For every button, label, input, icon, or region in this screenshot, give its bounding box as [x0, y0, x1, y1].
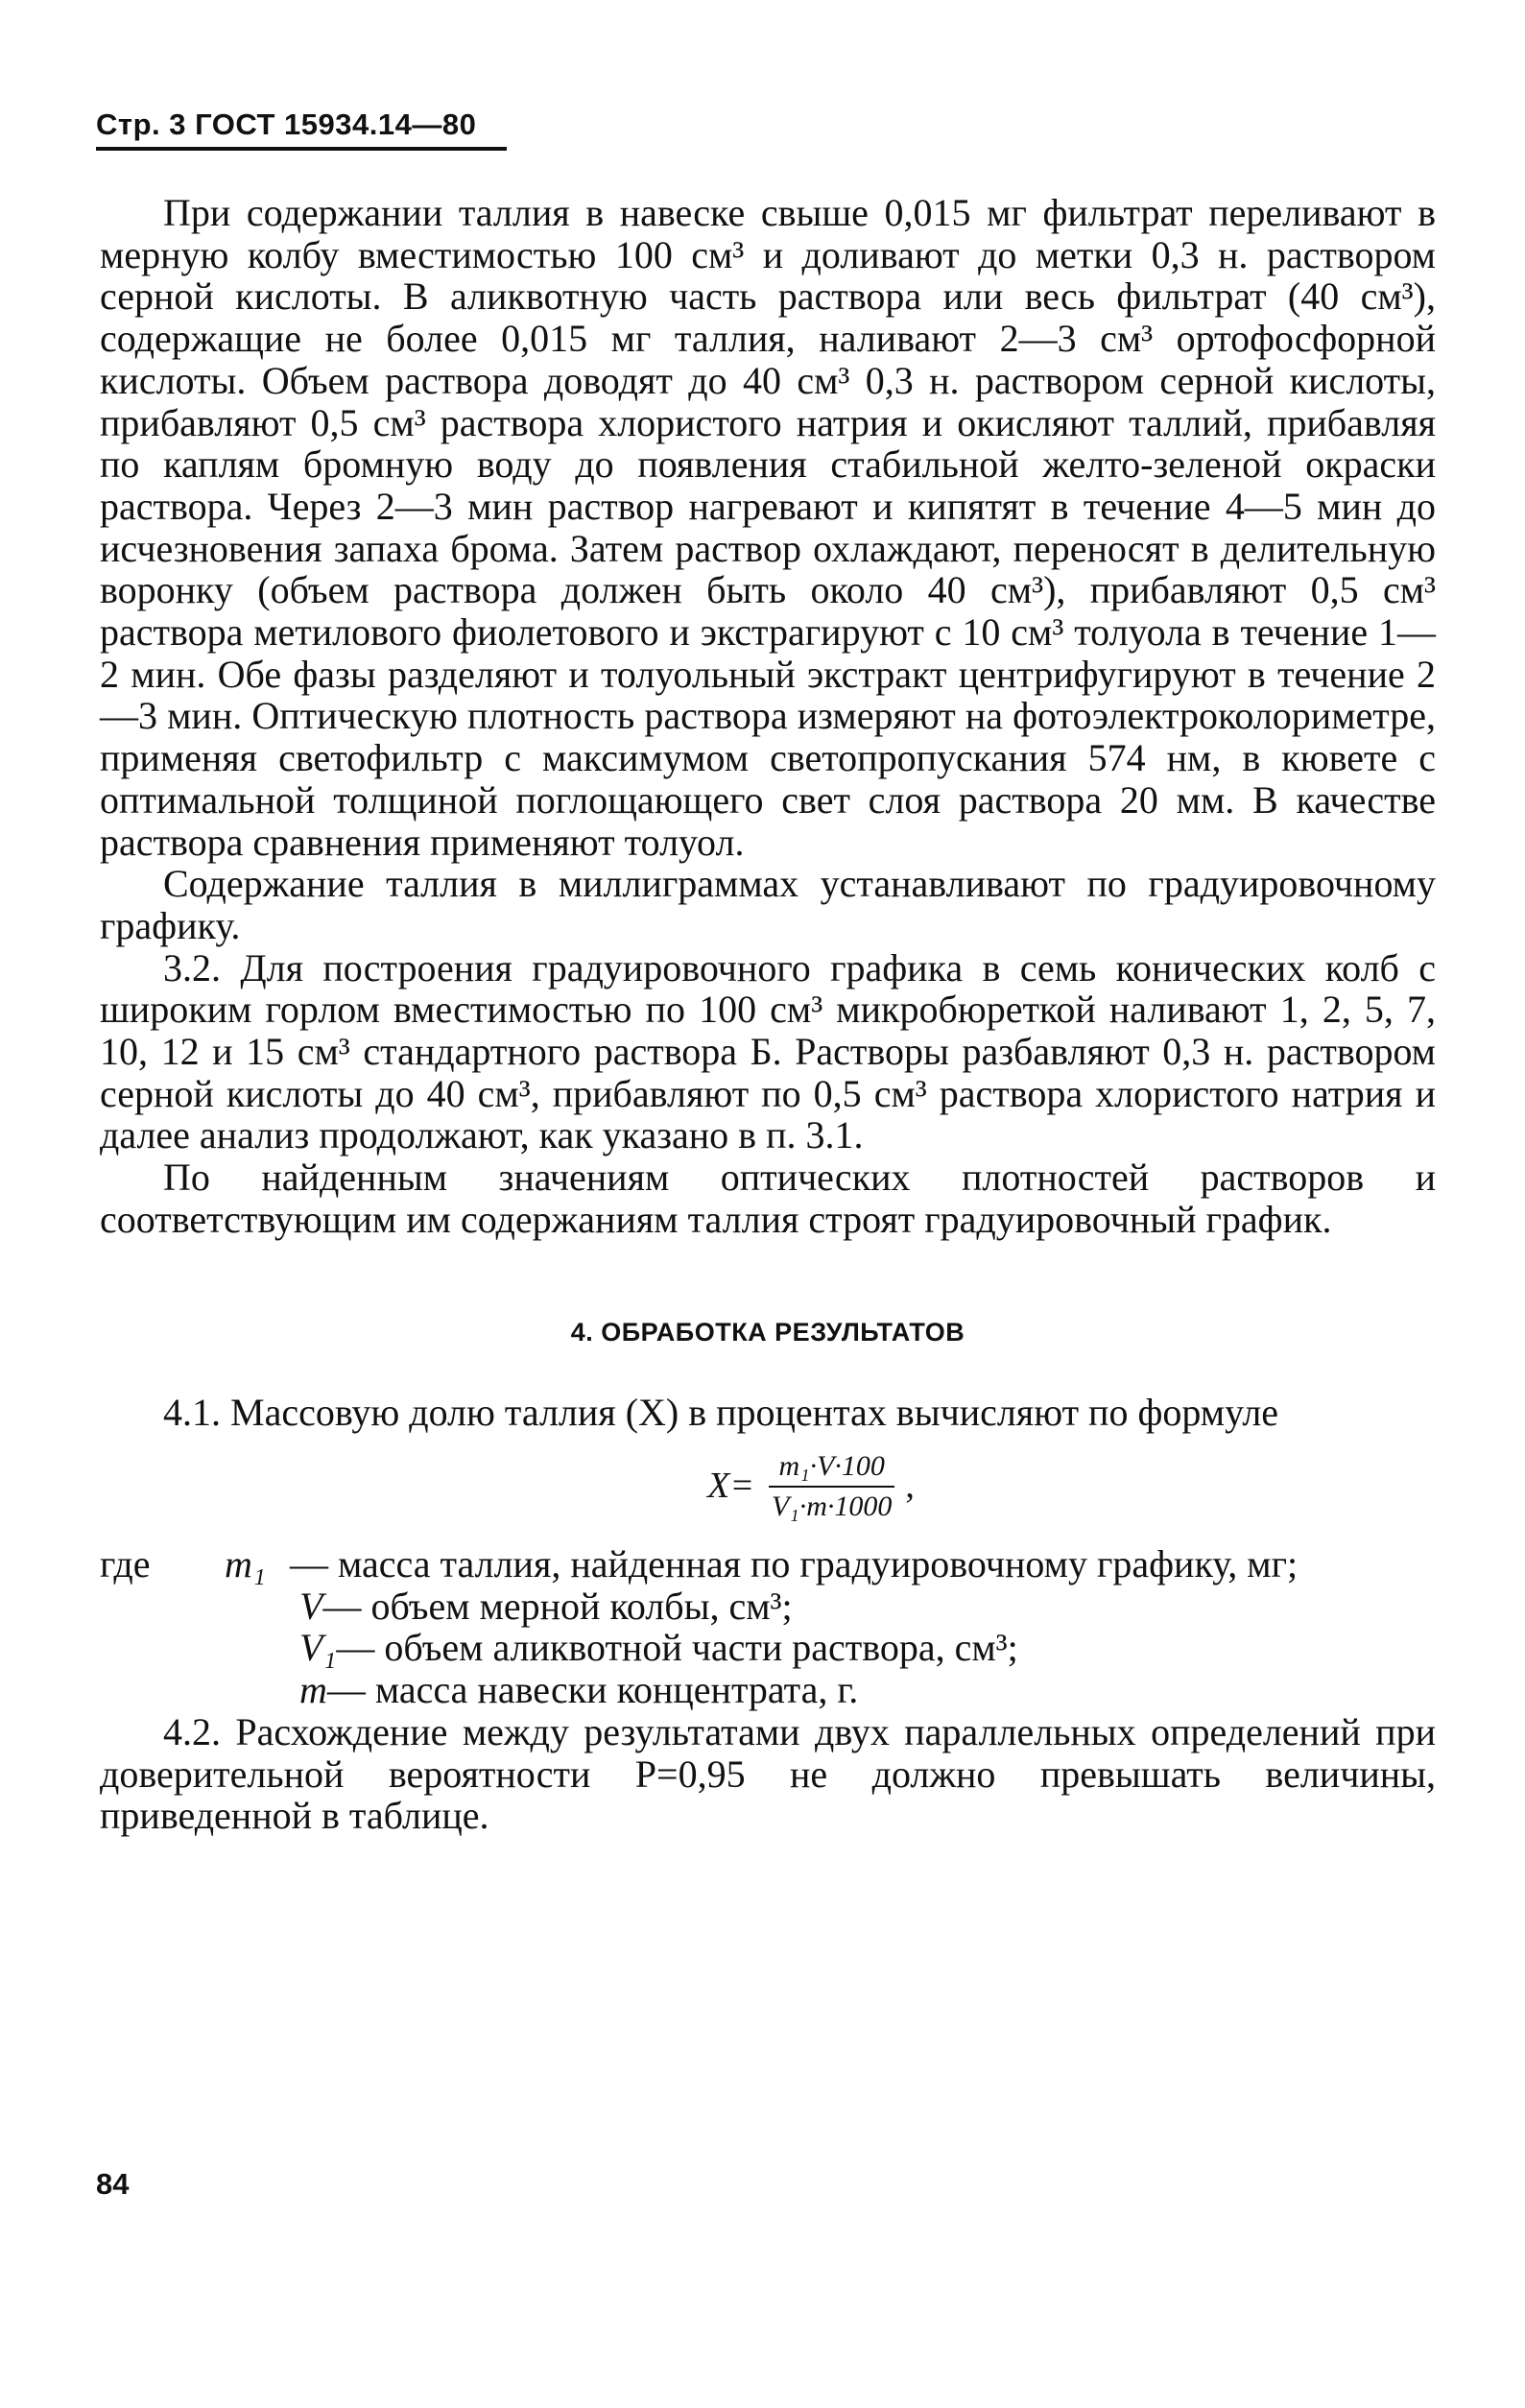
- definition-dash: —: [336, 1626, 385, 1670]
- definition-text: [327, 1669, 1436, 1711]
- paragraph-4-1: 4.1. Массовую долю таллия (X) в процентах вычисляют по формуле: [163, 1391, 1279, 1435]
- paragraph-calibration-note: Содержание таллия в миллиграммах устанавливают по градуировочному графику.: [100, 862, 1436, 947]
- definition-description: масса таллия, найденная по градуировочному графику, мг;: [338, 1541, 1299, 1585]
- formula-lhs: X=: [707, 1466, 754, 1507]
- definition-dash: —: [290, 1541, 338, 1585]
- paragraph-4-2: 4.2. Расхождение между результатами двух параллельных определений при доверительной вероятности P=0,95 не должно превышать величины, приведенной в таблице.: [100, 1709, 1436, 1838]
- definition-m1: [100, 1543, 1436, 1585]
- paragraph-thallium-procedure: При содержании таллия в навеске свыше 0,015 мг фильтрат переливают в мерную колбу вместимостью 100 см³ и доливают до метки 0,3 н. раствором серной кислоты. В аликвотную часть раствора или весь фильтрат (40 см³), содержащие не более 0,015 мг таллия, наливают 2—3 см³ ортофосфорной кислоты. Объем раствора доводят до 40 см³ 0,3 н. раствором серной кислоты, прибавляют 0,5 см³ раствора хлористого натрия и окисляют таллий, прибавляя по каплям бромную воду до появления стабильной желто-зеленой окраски раствора. Через 2—3 мин раствор нагревают и кипятят в течение 4—5 мин до исчезновения запаха брома. Затем раствор охлаждают, переносят в делительную воронку (объем раствора должен быть около 40 см³), прибавляют 0,5 см³ раствора метилового фиолетового и экстрагируют с 10 см³ толуола в течение 1—2 мин. Обе фазы разделяют и толуольный экстракт центрифугируют в течение 2—3 мин. Оптическую плотность раствора измеряют на фотоэлектроколориметре, применяя светофильтр с максимумом светопропускания 574 нм, в кювете с оптимальной толщиной поглощающего свет слоя раствора 20 мм. В качестве раствора сравнения применяют толуол.: [100, 191, 1436, 864]
- formula-denominator: V₁·m·1000: [771, 1490, 893, 1522]
- definition-v1: [100, 1627, 1436, 1669]
- definition-symbol: V: [299, 1584, 323, 1628]
- header-rule: [96, 147, 507, 151]
- formula-tail: ,: [905, 1466, 915, 1507]
- definition-symbol: m: [299, 1668, 327, 1712]
- formula-fraction: [762, 1449, 901, 1524]
- definition-description: объем аликвотной части раствора, см³;: [384, 1626, 1018, 1670]
- section-heading: 4. ОБРАБОТКА РЕЗУЛЬТАТОВ: [570, 1317, 965, 1347]
- page-header: Стр. 3 ГОСТ 15934.14—80: [96, 107, 477, 141]
- definition-m: [100, 1669, 1436, 1711]
- page-number: 84: [96, 2167, 130, 2201]
- definition-dash: —: [322, 1584, 371, 1628]
- formula-numerator: m₁·V·100: [769, 1449, 894, 1488]
- definition-text: [322, 1585, 1436, 1628]
- variable-definitions: [100, 1543, 1436, 1711]
- paragraph-3-2: 3.2. Для построения градуировочного графика в семь конических колб с широким горлом вместимостью по 100 см³ микробюреткой наливают 1, 2, 5, 7, 10, 12 и 15 см³ стандартного раствора Б. Растворы разбавляют 0,3 н. раствором серной кислоты до 40 см³, прибавляют по 0,5 см³ раствора хлористого натрия и далее анализ продолжают, как указано в п. 3.1.: [100, 945, 1436, 1157]
- definition-text: [336, 1627, 1436, 1669]
- definition-description: объем мерной колбы, см³;: [370, 1584, 793, 1628]
- formula-mass-fraction: [186, 1449, 1436, 1524]
- definition-text: [290, 1543, 1436, 1585]
- definition-description: масса навески концентрата, г.: [374, 1668, 859, 1712]
- definition-symbol: m₁: [225, 1541, 266, 1585]
- where-lead: где: [100, 1541, 160, 1585]
- page-content: [100, 192, 1436, 1837]
- definition-v: [100, 1585, 1436, 1628]
- definition-dash: —: [326, 1668, 375, 1712]
- paragraph-calibration-graph: По найденным значениям оптических плотностей растворов и соответствующим им содержаниям таллия строят градуировочный график.: [100, 1156, 1436, 1241]
- definition-symbol: V₁: [299, 1626, 337, 1670]
